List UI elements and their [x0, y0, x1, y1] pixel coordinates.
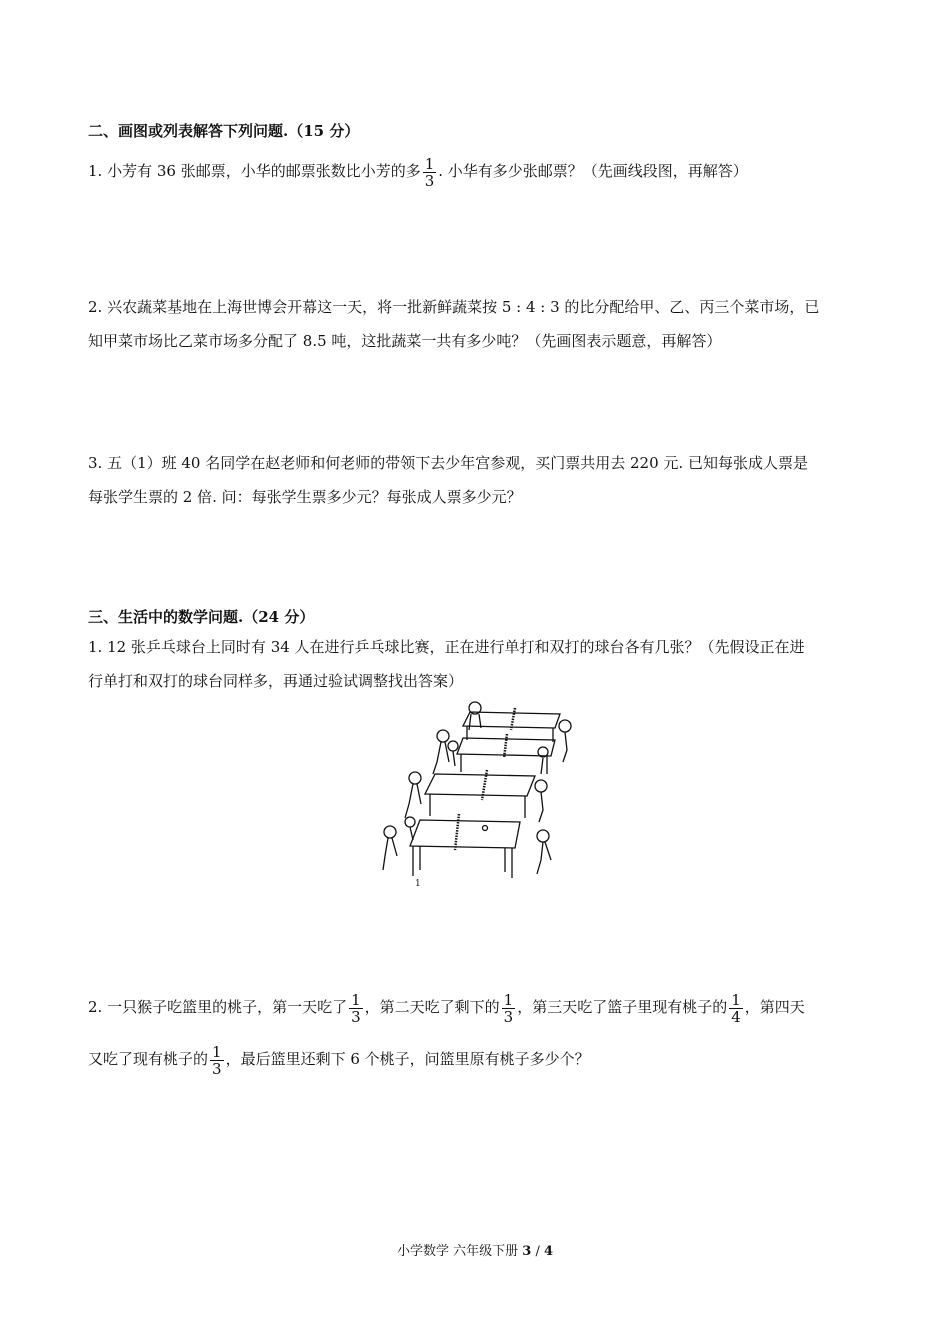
question-text: ，最后篮里还剩下 6 个桃子，问篮里原有桃子多少个？ [225, 1050, 590, 1068]
section-2-question-1 [88, 154, 868, 189]
ping-pong-tables-illustration [375, 700, 575, 890]
fraction [729, 992, 743, 1025]
question-line: 3. 五（1）班 40 名同学在赵老师和何老师的带领下去少年宫参观，买门票共用去 220 元. 已知每张成人票是 [88, 454, 808, 472]
question-text: 1. 小芳有 36 张邮票，小华的邮票张数比小芳的多 [88, 162, 421, 180]
question-text: ，第四天 [744, 998, 805, 1016]
fraction-denominator: 4 [731, 1007, 741, 1026]
fraction-numerator: 1 [351, 990, 361, 1009]
fraction-numerator: 1 [731, 990, 741, 1009]
fraction-numerator: 1 [424, 154, 435, 173]
question-text: 又吃了现有桃子的 [88, 1050, 209, 1068]
section-3-question-2-line-1 [88, 990, 868, 1025]
fraction [423, 156, 437, 189]
question-line: 每张学生票的 2 倍. 问：每张学生票多少元？每张成人票多少元？ [88, 488, 522, 506]
section-3-question-1 [88, 630, 868, 698]
question-line: 1. 12 张乒乓球台上同时有 34 人在进行乒乓球比赛，正在进行单打和双打的球台各有几张？（先假设正在进 [88, 638, 805, 656]
footer-label: 小学数学 六年级下册 [396, 1244, 519, 1259]
question-text: 2. 一只猴子吃篮里的桃子，第一天吃了 [88, 998, 348, 1016]
page-footer [0, 1240, 950, 1259]
figure-label: 1 [415, 879, 421, 889]
question-line: 2. 兴农蔬菜基地在上海世博会开幕这一天，将一批新鲜蔬菜按 5 : 4 : 3 的比分配给甲、乙、丙三个菜市场，已 [88, 298, 820, 316]
section-2-title: 二、画图或列表解答下列问题.（15 分） [88, 122, 360, 140]
fraction-denominator: 3 [424, 171, 435, 190]
fraction-numerator: 1 [503, 990, 514, 1009]
page-separator: / [531, 1244, 544, 1259]
fraction-numerator: 1 [212, 1042, 222, 1061]
section-2-question-3 [88, 446, 868, 514]
section-3-question-2-line-2 [88, 1042, 868, 1077]
fraction-denominator: 3 [351, 1007, 361, 1026]
section-3-title: 三、生活中的数学问题.（24 分） [88, 608, 315, 626]
question-line: 行单打和双打的球台同样多，再通过验试调整找出答案） [88, 672, 464, 690]
page-number: 3 [522, 1244, 532, 1259]
fraction [349, 992, 363, 1025]
question-text: . 小华有多少张邮票？（先画线段图，再解答） [438, 162, 748, 180]
page-total: 4 [543, 1244, 554, 1259]
fraction-denominator: 3 [503, 1007, 514, 1026]
fraction-denominator: 3 [212, 1059, 222, 1078]
section-2-question-2 [88, 290, 868, 358]
question-line: 知甲菜市场比乙菜市场多分配了 8.5 吨，这批蔬菜一共有多少吨？（先画图表示题意，再解答） [88, 332, 722, 350]
fraction [502, 992, 516, 1025]
question-text: ，第二天吃了剩下的 [364, 998, 500, 1016]
question-text: ，第三天吃了篮子里现有桃子的 [517, 998, 728, 1016]
fraction [210, 1044, 224, 1077]
